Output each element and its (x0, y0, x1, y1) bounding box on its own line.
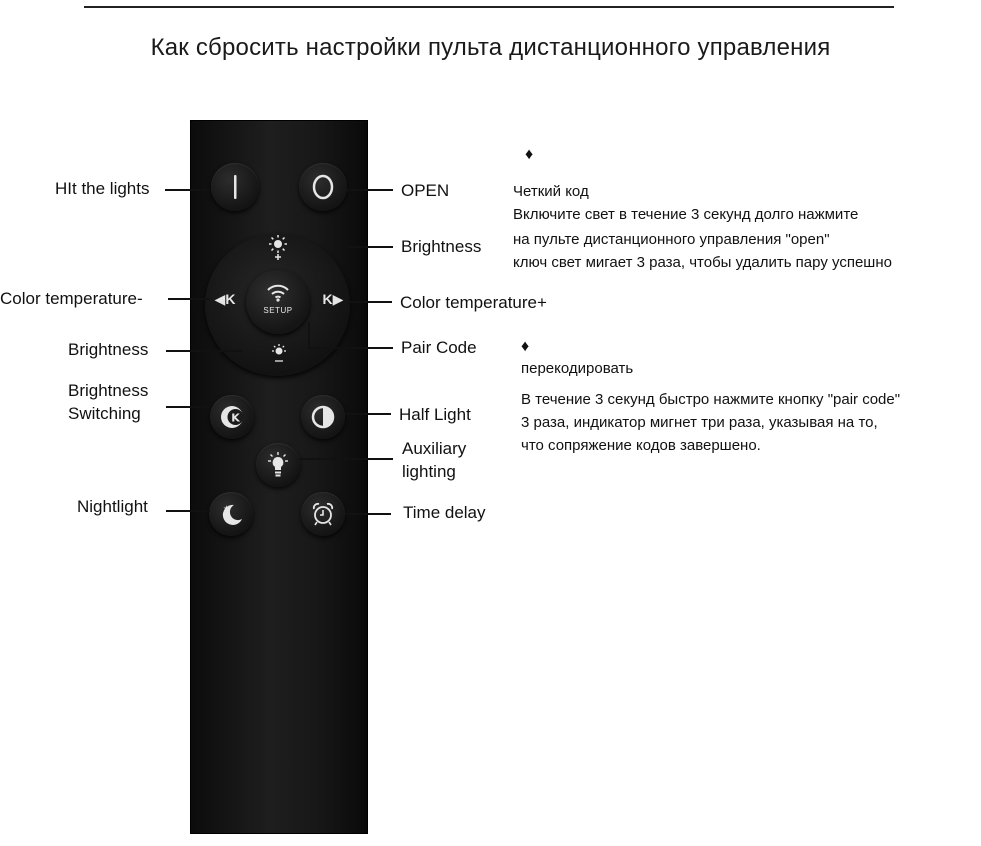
top-divider (84, 6, 894, 8)
section2-line: 3 раза, индикатор мигнет три раза, указывая на то, (521, 414, 878, 431)
brightness-down-button[interactable] (268, 341, 290, 367)
leader-line (347, 189, 393, 191)
label-color-temperature-plus: Color temperature+ (400, 293, 547, 312)
setup-label: SETUP (263, 306, 293, 315)
on-ring-icon (309, 173, 337, 201)
label-nightlight: Nightlight (77, 497, 148, 516)
section2-line: что сопряжение кодов завершено. (521, 437, 761, 454)
bullet-diamond: ♦ (525, 146, 534, 163)
brightness-down-icon (268, 341, 290, 367)
svg-text:K: K (231, 411, 240, 425)
leader-line (300, 458, 393, 460)
label-time-delay: Time delay (403, 503, 486, 522)
label-hit-the-lights: HIt the lights (55, 179, 150, 198)
label-brightness-switching-line2: Switching (68, 404, 141, 423)
label-auxiliary-line2: lighting (402, 462, 456, 481)
auxiliary-lighting-button[interactable] (256, 443, 300, 487)
brightness-up-button[interactable] (266, 234, 290, 262)
section1-line: ключ свет мигает 3 раза, чтобы удалить пару успешно (513, 254, 892, 271)
section1-line: на пульте дистанционного управления "open" (513, 231, 830, 248)
label-open: OPEN (401, 181, 450, 200)
half-light-button[interactable] (301, 395, 345, 439)
page-title: Как сбросить настройки пульта дистанционного управления (150, 34, 831, 61)
label-brightness-down: Brightness (68, 340, 149, 359)
label-half-light: Half Light (399, 405, 471, 424)
bulb-icon (265, 451, 291, 479)
section2-line: В течение 3 секунд быстро нажмите кнопку "pair code" (521, 391, 901, 408)
label-pair-code: Pair Code (401, 338, 477, 357)
brightness-up-icon (266, 234, 290, 262)
wifi-icon (265, 282, 291, 302)
off-icon (230, 174, 240, 200)
moon-k-icon (219, 404, 245, 430)
color-temp-minus-button[interactable]: ◀K (214, 291, 236, 307)
label-brightness-switching-line1: Brightness (68, 381, 149, 400)
leader-line (308, 347, 393, 349)
leader-line (348, 301, 392, 303)
power-off-button[interactable] (211, 163, 259, 211)
color-temp-plus-button[interactable]: K▶ (322, 291, 344, 307)
leader-line (166, 406, 210, 408)
power-on-button[interactable] (299, 163, 347, 211)
leader-line (347, 246, 393, 248)
label-brightness-up: Brightness (401, 237, 482, 256)
leader-line (308, 322, 310, 348)
brightness-switching-button[interactable] (210, 395, 254, 439)
section2-heading: перекодировать (521, 360, 634, 377)
time-delay-button[interactable] (301, 492, 345, 536)
label-color-temperature-minus: Color temperature- (0, 289, 143, 308)
alarm-clock-icon (310, 501, 336, 527)
leader-line (345, 513, 391, 515)
moon-star-icon (217, 501, 245, 527)
svg-text:★: ★ (223, 504, 231, 513)
label-auxiliary-line1: Auxiliary (402, 439, 467, 458)
leader-line (166, 510, 210, 512)
bullet-diamond: ♦ (521, 338, 530, 355)
section1-heading: Четкий код (513, 183, 589, 200)
leader-line (165, 189, 210, 191)
setup-button[interactable] (246, 270, 310, 334)
half-circle-icon (310, 404, 336, 430)
section1-line: Включите свет в течение 3 секунд долго нажмите (513, 206, 859, 223)
nightlight-button[interactable] (209, 492, 253, 536)
leader-line (345, 413, 391, 415)
leader-line (168, 298, 210, 300)
leader-line (166, 350, 242, 352)
